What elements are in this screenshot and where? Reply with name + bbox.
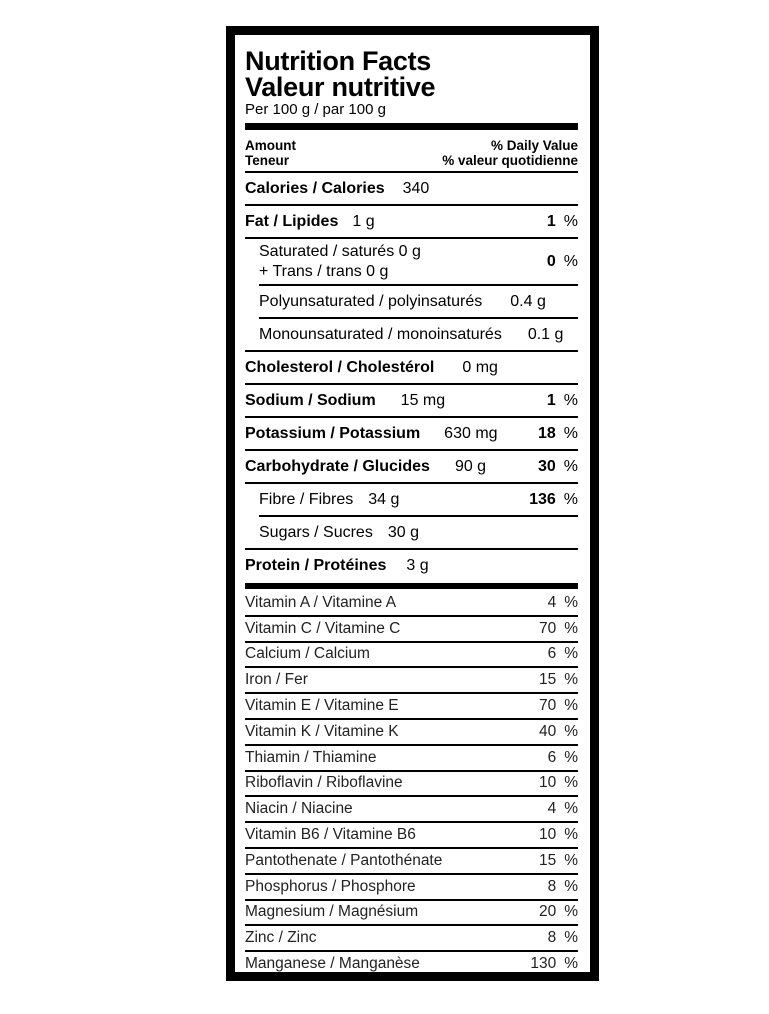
nutrient-amount: 0.4 g [510,292,546,310]
dv-percent: % [563,212,578,230]
dv-percent: % [564,903,578,921]
vitamin-row [245,797,578,823]
dv-percent: % [563,424,578,442]
vitamin-row [245,772,578,798]
vitamin-name: Vitamin E / Vitamine E [245,697,399,715]
monounsaturated-row [245,319,578,352]
vitamin-row [245,643,578,669]
nutrient-amount: 630 mg [444,424,498,442]
dv-percent: % [563,457,578,475]
saturated-line: Saturated / saturés 0 g [259,242,421,260]
dv-number: 130 [530,955,557,973]
daily-value [538,418,578,449]
fat-row [245,206,578,239]
dv-header-fr: % valeur quotidienne [442,153,578,168]
vitamin-name: Thiamin / Thiamine [245,748,377,766]
nutrient-amount: 340 [402,179,430,197]
dv-percent: % [563,252,578,270]
daily-value [547,385,578,416]
fibre-row [259,484,578,517]
nutrient-name: Cholesterol / Cholestérol [245,358,435,376]
daily-value [538,451,578,482]
potassium-row [245,418,578,451]
trans-line: + Trans / trans 0 g [259,262,389,280]
vitamin-name: Niacin / Niacine [245,800,353,818]
label-content [245,35,578,976]
dv-percent: % [564,955,578,973]
vitamin-row [245,720,578,746]
dv-number: 4 [547,800,557,818]
nutrient-amount: 0.1 g [527,325,564,343]
vitamin-name: Riboflavin / Riboflavine [245,774,403,792]
carbohydrate-row [245,451,578,484]
dv-number: 15 [538,671,557,689]
title-english: Nutrition Facts [245,46,432,76]
nutrient-amount: 30 g [387,523,419,541]
nutrient-amount: 1 g [352,212,375,230]
dv-percent: % [564,619,578,637]
dv-number: 70 [538,619,557,637]
dv-percent: % [564,748,578,766]
vitamin-name: Iron / Fer [245,671,308,689]
nutrient-name: Polyunsaturated / polyinsaturés [259,292,483,310]
dv-percent: % [564,593,578,611]
nutrient-amount: 0 mg [462,358,498,376]
vitamin-row [245,926,578,952]
cholesterol-row [245,352,578,385]
dv-number: 10 [538,826,557,844]
vitamin-name: Phosphorus / Phosphore [245,877,416,895]
nutrient-name: Sugars / Sucres [259,523,373,541]
dv-percent: % [564,722,578,740]
dv-number: 40 [538,722,557,740]
dv-percent: % [564,826,578,844]
column-header [245,138,578,173]
dv-number: 1 [546,212,556,230]
dv-percent: % [564,877,578,895]
dv-number: 70 [538,697,557,715]
dv-number: 30 [537,457,556,475]
daily-value [547,239,578,284]
nutrient-name: Protein / Protéines [245,556,387,574]
amount-header-fr: Teneur [245,153,290,168]
vitamin-row [245,591,578,617]
vitamin-row [245,875,578,901]
dv-number: 20 [538,903,557,921]
vitamin-row [245,668,578,694]
dv-percent: % [564,800,578,818]
amount-header [245,138,296,168]
vitamin-name: Vitamin C / Vitamine C [245,619,401,637]
sodium-row [245,385,578,418]
dv-number: 1 [546,391,556,409]
nutrient-name: Monounsaturated / monoinsaturés [259,325,502,343]
dv-number: 0 [546,252,556,270]
dv-number: 136 [529,490,556,508]
nutrition-facts-label [226,26,599,981]
vitamin-row [245,617,578,643]
saturated-trans-text [259,242,421,282]
dv-percent: % [564,929,578,947]
protein-row [245,550,578,581]
dv-percent: % [564,645,578,663]
vitamin-name: Vitamin K / Vitamine K [245,722,399,740]
vitamin-name: Manganese / Manganèse [245,955,420,973]
dv-percent: % [564,697,578,715]
dv-number: 15 [538,851,557,869]
vitamins-minerals-list [245,591,578,976]
thick-divider [245,583,578,589]
nutrient-name: Fibre / Fibres [259,490,354,508]
nutrient-amount: 15 mg [400,391,446,409]
amount-header-en: Amount [245,138,296,153]
nutrient-name: Sodium / Sodium [245,391,376,409]
daily-value [547,206,578,237]
dv-number: 6 [547,748,557,766]
dv-percent: % [564,851,578,869]
vitamin-row [245,694,578,720]
vitamin-name: Pantothenate / Pantothénate [245,851,443,869]
dv-percent: % [563,490,578,508]
nutrient-name: Carbohydrate / Glucides [245,457,430,475]
nutrient-amount: 34 g [368,490,400,508]
nutrient-amount: 90 g [454,457,487,475]
dv-percent: % [563,391,578,409]
nutrient-name: Potassium / Potassium [245,424,421,442]
nutrient-amount: 3 g [406,556,429,574]
vitamin-name: Vitamin B6 / Vitamine B6 [245,826,416,844]
dv-number: 4 [547,593,557,611]
dv-number: 10 [538,774,557,792]
vitamin-name: Magnesium / Magnésium [245,903,419,921]
dv-number: 8 [547,929,557,947]
vitamin-row [245,901,578,927]
dv-percent: % [564,671,578,689]
polyunsaturated-row [259,286,578,319]
vitamin-row [245,746,578,772]
vitamin-row [245,849,578,875]
vitamin-name: Zinc / Zinc [245,929,317,947]
daily-value [529,484,578,515]
nutrient-name: Fat / Lipides [245,212,339,230]
daily-value-header [442,138,578,168]
dv-percent: % [564,774,578,792]
dv-number: 6 [547,645,557,663]
nutrient-name: Calories / Calories [245,179,385,197]
vitamin-name: Vitamin A / Vitamine A [245,593,397,611]
dv-number: 18 [537,424,556,442]
saturated-trans-row [259,239,578,286]
vitamin-row [245,823,578,849]
thick-divider [245,123,578,130]
dv-header-en: % Daily Value [490,138,578,153]
serving-size: Per 100 g / par 100 g [245,101,386,118]
vitamin-row [245,952,578,976]
dv-number: 8 [547,877,557,895]
title-french: Valeur nutritive [245,72,436,102]
vitamin-name: Calcium / Calcium [245,645,370,663]
sugars-row [245,517,578,550]
calories-row [245,173,578,206]
